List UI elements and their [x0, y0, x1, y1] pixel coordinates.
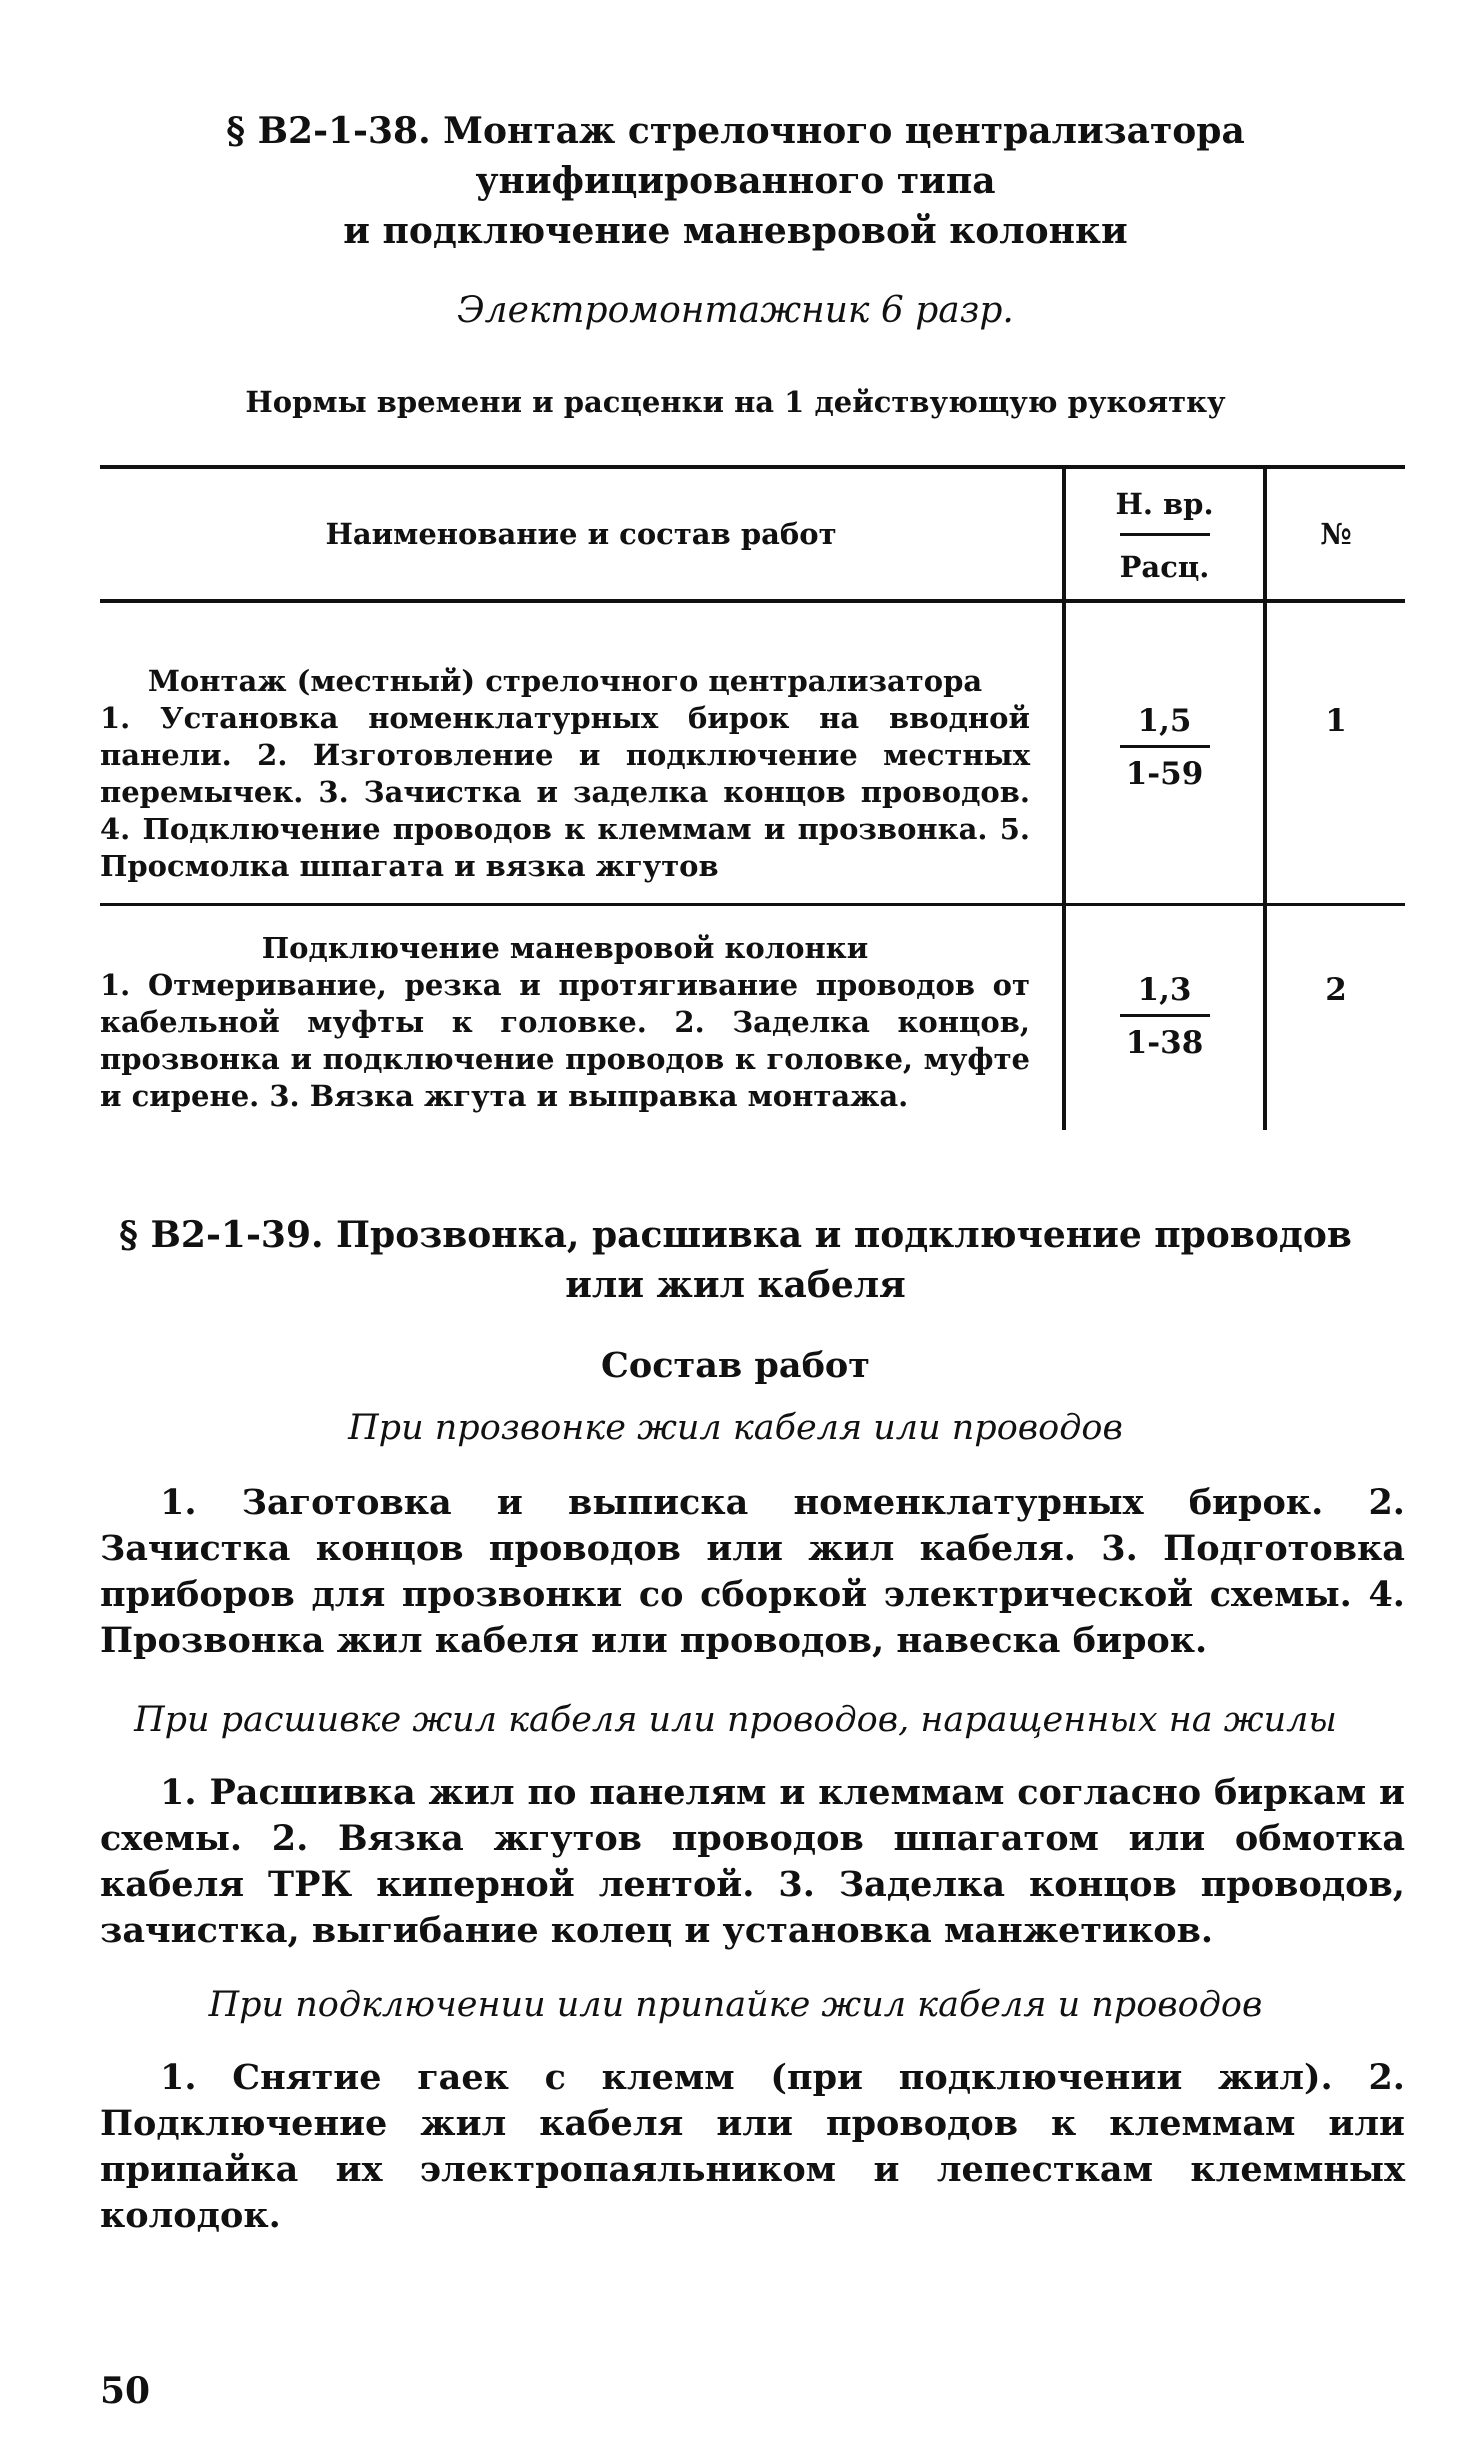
table-row: [100, 930, 1030, 1115]
block-paragraph: 1. Снятие гаек с клемм (при подключении жил). 2. Подключение жил кабеля или проводов к клеммам или припайка их электропаяльником и лепесткам клеммных колодок.: [100, 2057, 1405, 2236]
row-description: 1. Отмеривание, резка и протягивание проводов от кабельной муфты к головке. 2. Заделка концов, прозвонка и подключение проводов к головке, муфте и сирене. 3. Вязка жгута и выправка монтажа.: [100, 968, 1030, 1113]
row-rate: 1-38: [1125, 1025, 1204, 1061]
worker-grade: Электромонтажник 6 разр.: [457, 290, 1014, 331]
table-row-divider: [100, 903, 1405, 906]
section-heading-b2-1-38: [100, 106, 1371, 256]
heading-line: и подключение маневровой колонки: [343, 210, 1128, 252]
row-title: Монтаж (местный) стрелочного централизатора: [147, 664, 983, 698]
table-column-divider: [1263, 465, 1267, 1130]
row-norm: 1,3: [1137, 972, 1192, 1008]
fraction-bar: [1120, 1014, 1210, 1017]
header-number-column: №: [1320, 517, 1352, 551]
block-paragraph: 1. Расшивка жил по панелям и клеммам согласно биркам и схемы. 2. Вязка жгутов проводов шпагатом или обмотка кабеля ТРК киперной лентой. 3. Заделка концов проводов, зачистка, выгибание колец и установка манжетиков.: [100, 1772, 1405, 1951]
header-name-column: Наименование и состав работ: [325, 517, 837, 551]
row-description: 1. Установка номенклатурных бирок на вводной панели. 2. Изготовление и подключение местных перемычек. 3. Зачистка и заделка концов проводов. 4. Подключение проводов к клеммам и прозвонка. 5. Просмолка шпагата и вязка жгутов: [100, 701, 1030, 883]
header-norm-column: [1066, 487, 1263, 584]
block-subtitle: При прозвонке жил кабеля или проводов: [348, 1408, 1123, 1448]
page-number: 50: [100, 2370, 151, 2412]
row-norm-fraction: [1066, 972, 1263, 1061]
row-norm-fraction: [1066, 703, 1263, 792]
norms-table: [100, 465, 1405, 1130]
table-header-rule: [100, 599, 1405, 603]
fraction-bar: [1120, 745, 1210, 748]
block-subtitle: При расшивке жил кабеля или проводов, наращенных на жилы: [134, 1700, 1337, 1740]
heading-line: § В2-1-38. Монтаж стрелочного централизатора: [226, 110, 1245, 152]
composition-heading: Состав работ: [601, 1345, 870, 1386]
row-number: 1: [1325, 703, 1347, 739]
header-norm-bottom: Расц.: [1119, 550, 1210, 584]
header-norm-top: Н. вр.: [1115, 487, 1214, 521]
table-row: [100, 663, 1030, 885]
heading-line: унифицированного типа: [475, 160, 996, 202]
heading-line: или жил кабеля: [565, 1264, 906, 1306]
norms-caption: Нормы времени и расценки на 1 действующую рукоятку: [245, 385, 1226, 419]
block-subtitle: При подключении или припайке жил кабеля и проводов: [208, 1985, 1263, 2025]
row-norm: 1,5: [1137, 703, 1192, 739]
row-title: Подключение маневровой колонки: [261, 931, 869, 965]
row-number: 2: [1325, 972, 1347, 1008]
row-rate: 1-59: [1125, 756, 1204, 792]
fraction-bar: [1120, 533, 1210, 536]
heading-line: § В2-1-39. Прозвонка, расшивка и подключение проводов: [119, 1214, 1352, 1256]
block-paragraph: 1. Заготовка и выписка номенклатурных бирок. 2. Зачистка концов проводов или жил кабеля. 3. Подготовка приборов для прозвонки со сборкой электрической схемы. 4. Прозвонка жил кабеля или проводов, навеска бирок.: [100, 1482, 1405, 1661]
table-top-rule: [100, 465, 1405, 469]
section-heading-b2-1-39: [100, 1210, 1371, 1310]
